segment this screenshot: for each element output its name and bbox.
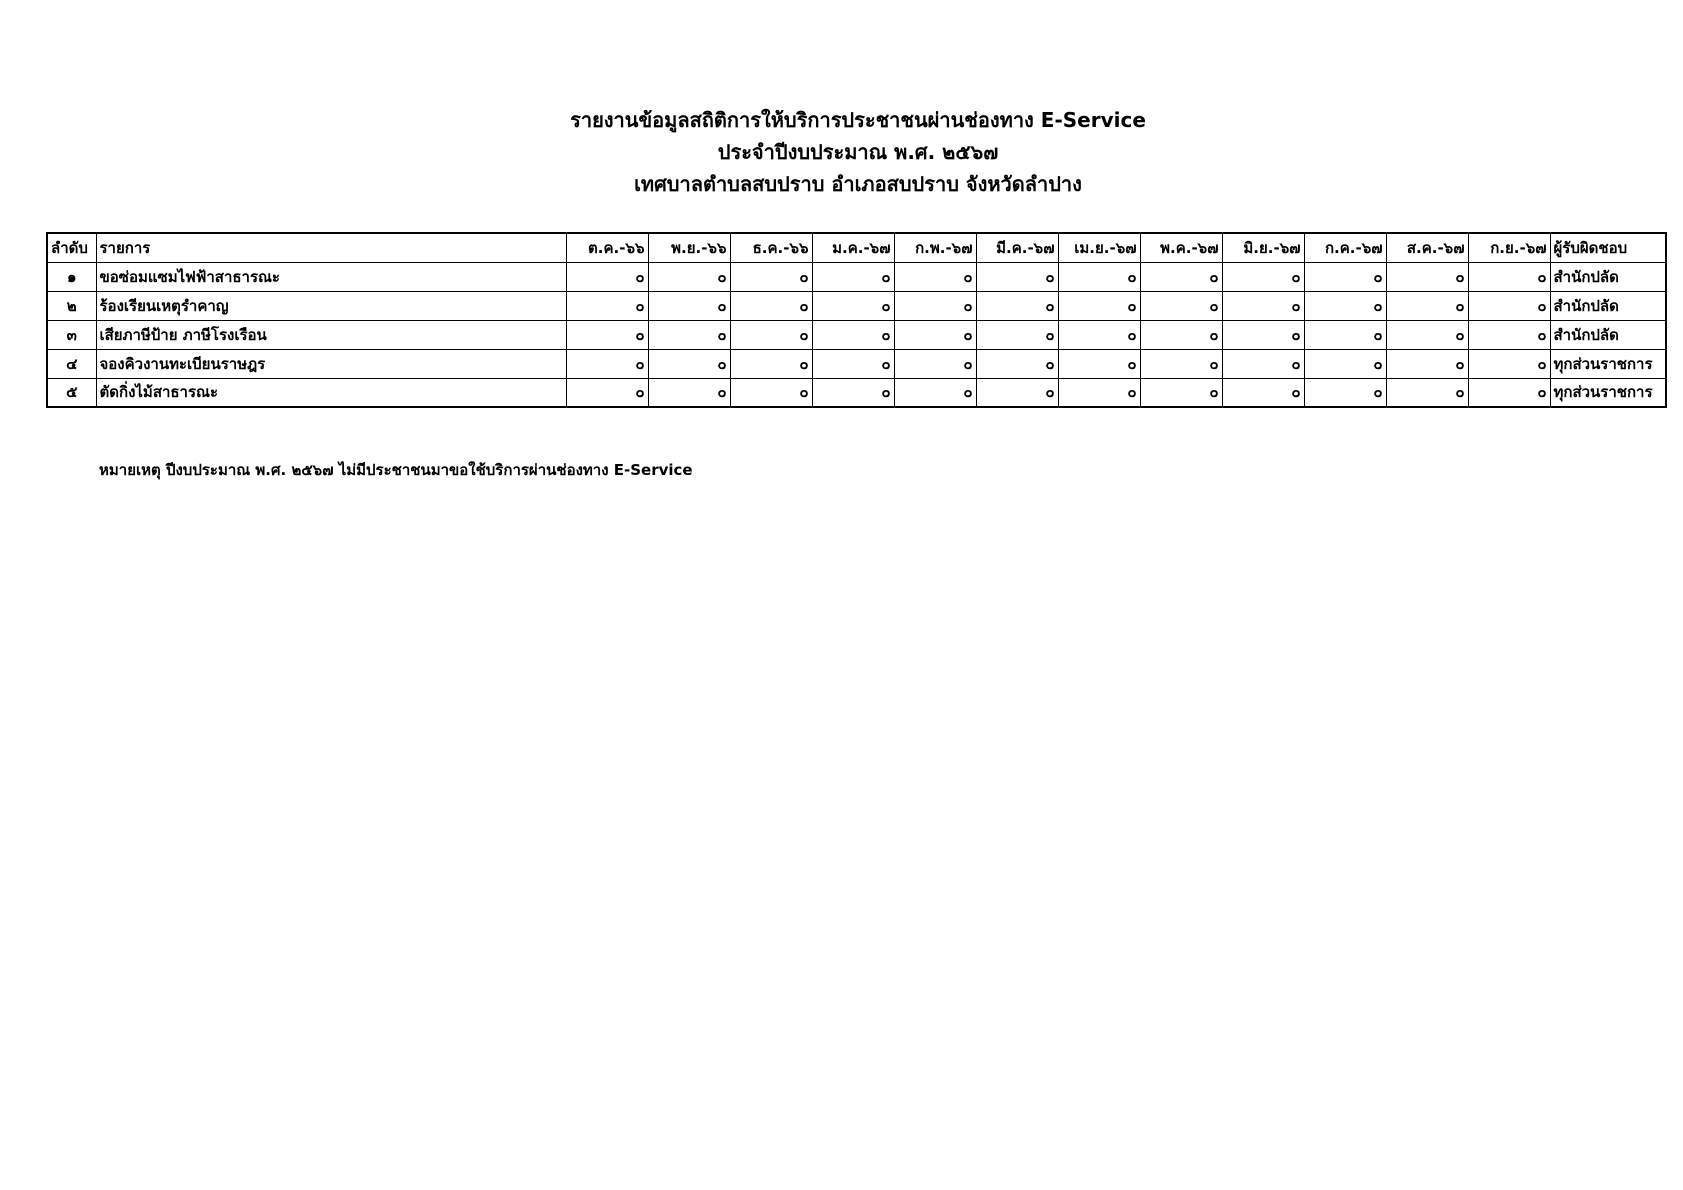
- row-month-value: ๐: [976, 349, 1058, 378]
- row-month-value: ๐: [730, 378, 812, 407]
- row-month-value: ๐: [1140, 378, 1222, 407]
- row-month-value: ๐: [1058, 320, 1140, 349]
- row-month-value: ๐: [730, 349, 812, 378]
- row-month-value: ๐: [648, 349, 730, 378]
- row-month-value: ๐: [730, 291, 812, 320]
- row-month-value: ๐: [566, 262, 648, 291]
- row-month-value: ๐: [812, 349, 894, 378]
- row-item: ขอซ่อมแซมไฟฟ้าสาธารณะ: [96, 262, 566, 291]
- report-title-line-3: เทศบาลตำบลสบปราบ อำเภอสบปราบ จังหวัดลำปาง: [634, 172, 1082, 196]
- header-month: มิ.ย.-๖๗: [1222, 233, 1304, 262]
- report-title-line-2: ประจำปีงบประมาณ พ.ศ. ๒๕๖๗: [717, 140, 999, 164]
- row-month-value: ๐: [1386, 291, 1468, 320]
- row-month-value: ๐: [730, 262, 812, 291]
- row-month-value: ๐: [1140, 291, 1222, 320]
- row-item: ตัดกิ่งไม้สาธารณะ: [96, 378, 566, 407]
- row-month-value: ๐: [976, 262, 1058, 291]
- row-month-value: ๐: [730, 320, 812, 349]
- table-row: [47, 262, 1666, 291]
- row-month-value: ๐: [1304, 378, 1386, 407]
- statistics-table: [46, 232, 1667, 408]
- header-month: ส.ค.-๖๗: [1386, 233, 1468, 262]
- header-responsible: ผู้รับผิดชอบ: [1550, 233, 1666, 262]
- row-month-value: ๐: [976, 378, 1058, 407]
- header-month: ธ.ค.-๖๖: [730, 233, 812, 262]
- header-month: ก.ค.-๖๗: [1304, 233, 1386, 262]
- row-month-value: ๐: [1058, 378, 1140, 407]
- row-month-value: ๐: [566, 349, 648, 378]
- row-month-value: ๐: [1058, 349, 1140, 378]
- row-month-value: ๐: [1058, 291, 1140, 320]
- row-month-value: ๐: [812, 378, 894, 407]
- row-responsible: สำนักปลัด: [1550, 320, 1666, 349]
- row-month-value: ๐: [648, 291, 730, 320]
- row-month-value: ๐: [566, 378, 648, 407]
- row-month-value: ๐: [1386, 320, 1468, 349]
- header-no: ลำดับ: [47, 233, 96, 262]
- row-number: ๓: [47, 320, 96, 349]
- row-month-value: ๐: [976, 291, 1058, 320]
- table-row: [47, 378, 1666, 407]
- row-month-value: ๐: [1304, 349, 1386, 378]
- report-title: [0, 104, 1683, 200]
- row-month-value: ๐: [1222, 262, 1304, 291]
- row-month-value: ๐: [894, 378, 976, 407]
- row-month-value: ๐: [894, 349, 976, 378]
- row-month-value: ๐: [1468, 320, 1550, 349]
- row-item: ร้องเรียนเหตุรำคาญ: [96, 291, 566, 320]
- row-month-value: ๐: [1140, 349, 1222, 378]
- row-month-value: ๐: [1304, 262, 1386, 291]
- row-month-value: ๐: [648, 320, 730, 349]
- row-month-value: ๐: [566, 320, 648, 349]
- row-month-value: ๐: [812, 262, 894, 291]
- table-row: [47, 349, 1666, 378]
- row-month-value: ๐: [976, 320, 1058, 349]
- row-month-value: ๐: [1222, 378, 1304, 407]
- row-month-value: ๐: [1058, 262, 1140, 291]
- row-month-value: ๐: [1468, 378, 1550, 407]
- row-responsible: สำนักปลัด: [1550, 262, 1666, 291]
- row-month-value: ๐: [1386, 349, 1468, 378]
- row-item: เสียภาษีป้าย ภาษีโรงเรือน: [96, 320, 566, 349]
- row-month-value: ๐: [812, 320, 894, 349]
- row-month-value: ๐: [894, 291, 976, 320]
- row-month-value: ๐: [1468, 262, 1550, 291]
- row-month-value: ๐: [894, 262, 976, 291]
- header-month: ก.ย.-๖๗: [1468, 233, 1550, 262]
- row-month-value: ๐: [1222, 291, 1304, 320]
- row-item: จองคิวงานทะเบียนราษฎร: [96, 349, 566, 378]
- row-responsible: ทุกส่วนราชการ: [1550, 378, 1666, 407]
- row-month-value: ๐: [1304, 320, 1386, 349]
- header-month: พ.ค.-๖๗: [1140, 233, 1222, 262]
- row-number: ๑: [47, 262, 96, 291]
- row-month-value: ๐: [1386, 262, 1468, 291]
- row-month-value: ๐: [648, 378, 730, 407]
- row-month-value: ๐: [1222, 320, 1304, 349]
- report-title-line-1: รายงานข้อมูลสถิติการให้บริการประชาชนผ่านช่องทาง E-Service: [570, 108, 1146, 132]
- row-month-value: ๐: [566, 291, 648, 320]
- table-body: [47, 262, 1666, 407]
- row-month-value: ๐: [1386, 378, 1468, 407]
- row-number: ๔: [47, 349, 96, 378]
- row-number: ๒: [47, 291, 96, 320]
- header-month: ม.ค.-๖๗: [812, 233, 894, 262]
- row-month-value: ๐: [1304, 291, 1386, 320]
- footnote: หมายเหตุ ปีงบประมาณ พ.ศ. ๒๕๖๗ ไม่มีประชาชนมาขอใช้บริการผ่านช่องทาง E-Service: [99, 461, 693, 479]
- row-month-value: ๐: [812, 291, 894, 320]
- row-number: ๕: [47, 378, 96, 407]
- row-month-value: ๐: [1468, 349, 1550, 378]
- row-month-value: ๐: [1468, 291, 1550, 320]
- row-month-value: ๐: [1140, 262, 1222, 291]
- row-month-value: ๐: [894, 320, 976, 349]
- table-row: [47, 320, 1666, 349]
- header-month: ก.พ.-๖๗: [894, 233, 976, 262]
- row-responsible: ทุกส่วนราชการ: [1550, 349, 1666, 378]
- header-item: รายการ: [96, 233, 566, 262]
- row-month-value: ๐: [1140, 320, 1222, 349]
- header-month: พ.ย.-๖๖: [648, 233, 730, 262]
- table-header-row: [47, 233, 1666, 262]
- row-responsible: สำนักปลัด: [1550, 291, 1666, 320]
- header-month: มี.ค.-๖๗: [976, 233, 1058, 262]
- table-row: [47, 291, 1666, 320]
- header-month: ต.ค.-๖๖: [566, 233, 648, 262]
- row-month-value: ๐: [648, 262, 730, 291]
- header-month: เม.ย.-๖๗: [1058, 233, 1140, 262]
- row-month-value: ๐: [1222, 349, 1304, 378]
